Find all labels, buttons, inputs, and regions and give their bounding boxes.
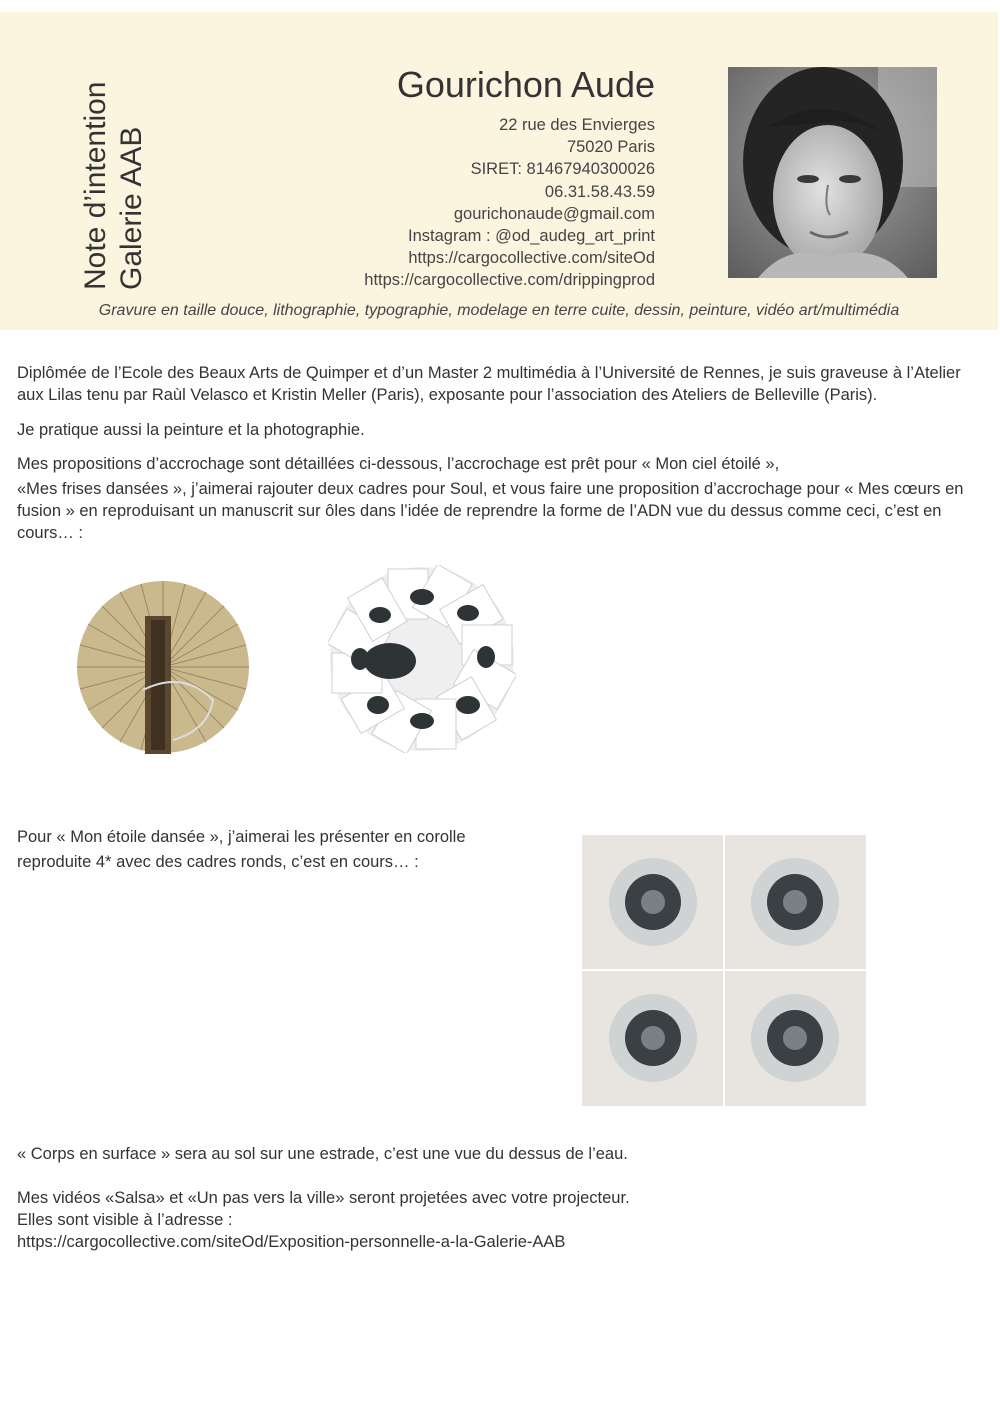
paragraph-proposals <box>17 453 987 544</box>
videos-line2: Elles sont visible à l’adresse : <box>17 1211 233 1229</box>
paragraph-corps <box>17 1143 987 1165</box>
proposals-line1: Mes propositions d’accrochage sont détaillées ci-dessous, l’accrochage est prêt pour « Mon ciel étoilé », <box>17 455 780 473</box>
artwork-dna-spiral <box>328 565 516 753</box>
contact-city: 75020 Paris <box>566 138 655 157</box>
paragraph-practice <box>17 419 987 441</box>
artwork-manuscript-corolla <box>63 580 263 755</box>
side-title <box>78 82 150 290</box>
portrait-photo <box>728 67 937 278</box>
tagline: Gravure en taille douce, lithographie, typographie, modelage en terre cuite, dessin, peinture, vidéo art/multimédia <box>98 302 900 319</box>
side-title-line2: Galerie AAB <box>115 126 148 290</box>
portrait-photo-graphic <box>728 67 937 278</box>
paragraph-videos <box>17 1187 987 1253</box>
practice-text: Je pratique aussi la peinture et la photographie. <box>17 421 365 439</box>
contact-block <box>235 64 655 292</box>
etoile-line2: reproduite 4* avec des cadres ronds, c’est en cours… : <box>17 853 419 871</box>
artist-name: Gourichon Aude <box>396 64 655 105</box>
videos-line1: Mes vidéos «Salsa» et «Un pas vers la ville» seront projetées avec votre projecteur. <box>17 1189 630 1207</box>
contact-website-link[interactable]: https://cargocollective.com/siteOd <box>408 249 655 268</box>
bio-text: Diplômée de l’Ecole des Beaux Arts de Quimper et d’un Master 2 multimédia à l’Université de Rennes, je suis graveuse à l’Atelier aux Lilas tenu par Raùl Velasco et Kristin Meller (Paris), exposante pour l’association des Ateliers de Belleville (Paris). <box>17 364 961 404</box>
paragraph-etoile <box>17 826 537 873</box>
corps-text: « Corps en surface » sera au sol sur une estrade, c’est une vue du dessus de l’eau. <box>17 1145 628 1163</box>
contact-instagram[interactable]: Instagram : @od_audeg_art_print <box>408 227 655 246</box>
paragraph-bio <box>17 362 987 406</box>
artwork-round-frames-grid <box>582 835 866 1106</box>
contact-siret: SIRET: 81467940300026 <box>470 160 655 179</box>
contact-phone: 06.31.58.43.59 <box>544 182 655 201</box>
side-title-line1: Note d’intention <box>79 81 112 290</box>
proposals-rest: «Mes frises dansées », j’aimerai rajouter deux cadres pour Soul, et vous faire une proposition d’accrochage pour « Mes cœurs en fusion » en reproduisant un manuscrit sur ôles dans l’idée de reprendre la forme de l’ADN vue du dessus comme ceci, c’est en cours… : <box>17 480 964 542</box>
videos-link[interactable]: https://cargocollective.com/siteOd/Exposition-personnelle-a-la-Galerie-AAB <box>17 1233 566 1251</box>
etoile-line1: Pour « Mon étoile dansée », j’aimerai les présenter en corolle <box>17 828 466 846</box>
contact-address: 22 rue des Envierges <box>499 116 655 134</box>
round-frames-graphic <box>582 835 866 1106</box>
contact-email[interactable]: gourichonaude@gmail.com <box>453 204 655 223</box>
contact-dripping-link[interactable]: https://cargocollective.com/drippingprod <box>364 271 655 290</box>
manuscript-corolla-graphic <box>63 580 263 755</box>
dna-spiral-graphic <box>328 565 516 753</box>
